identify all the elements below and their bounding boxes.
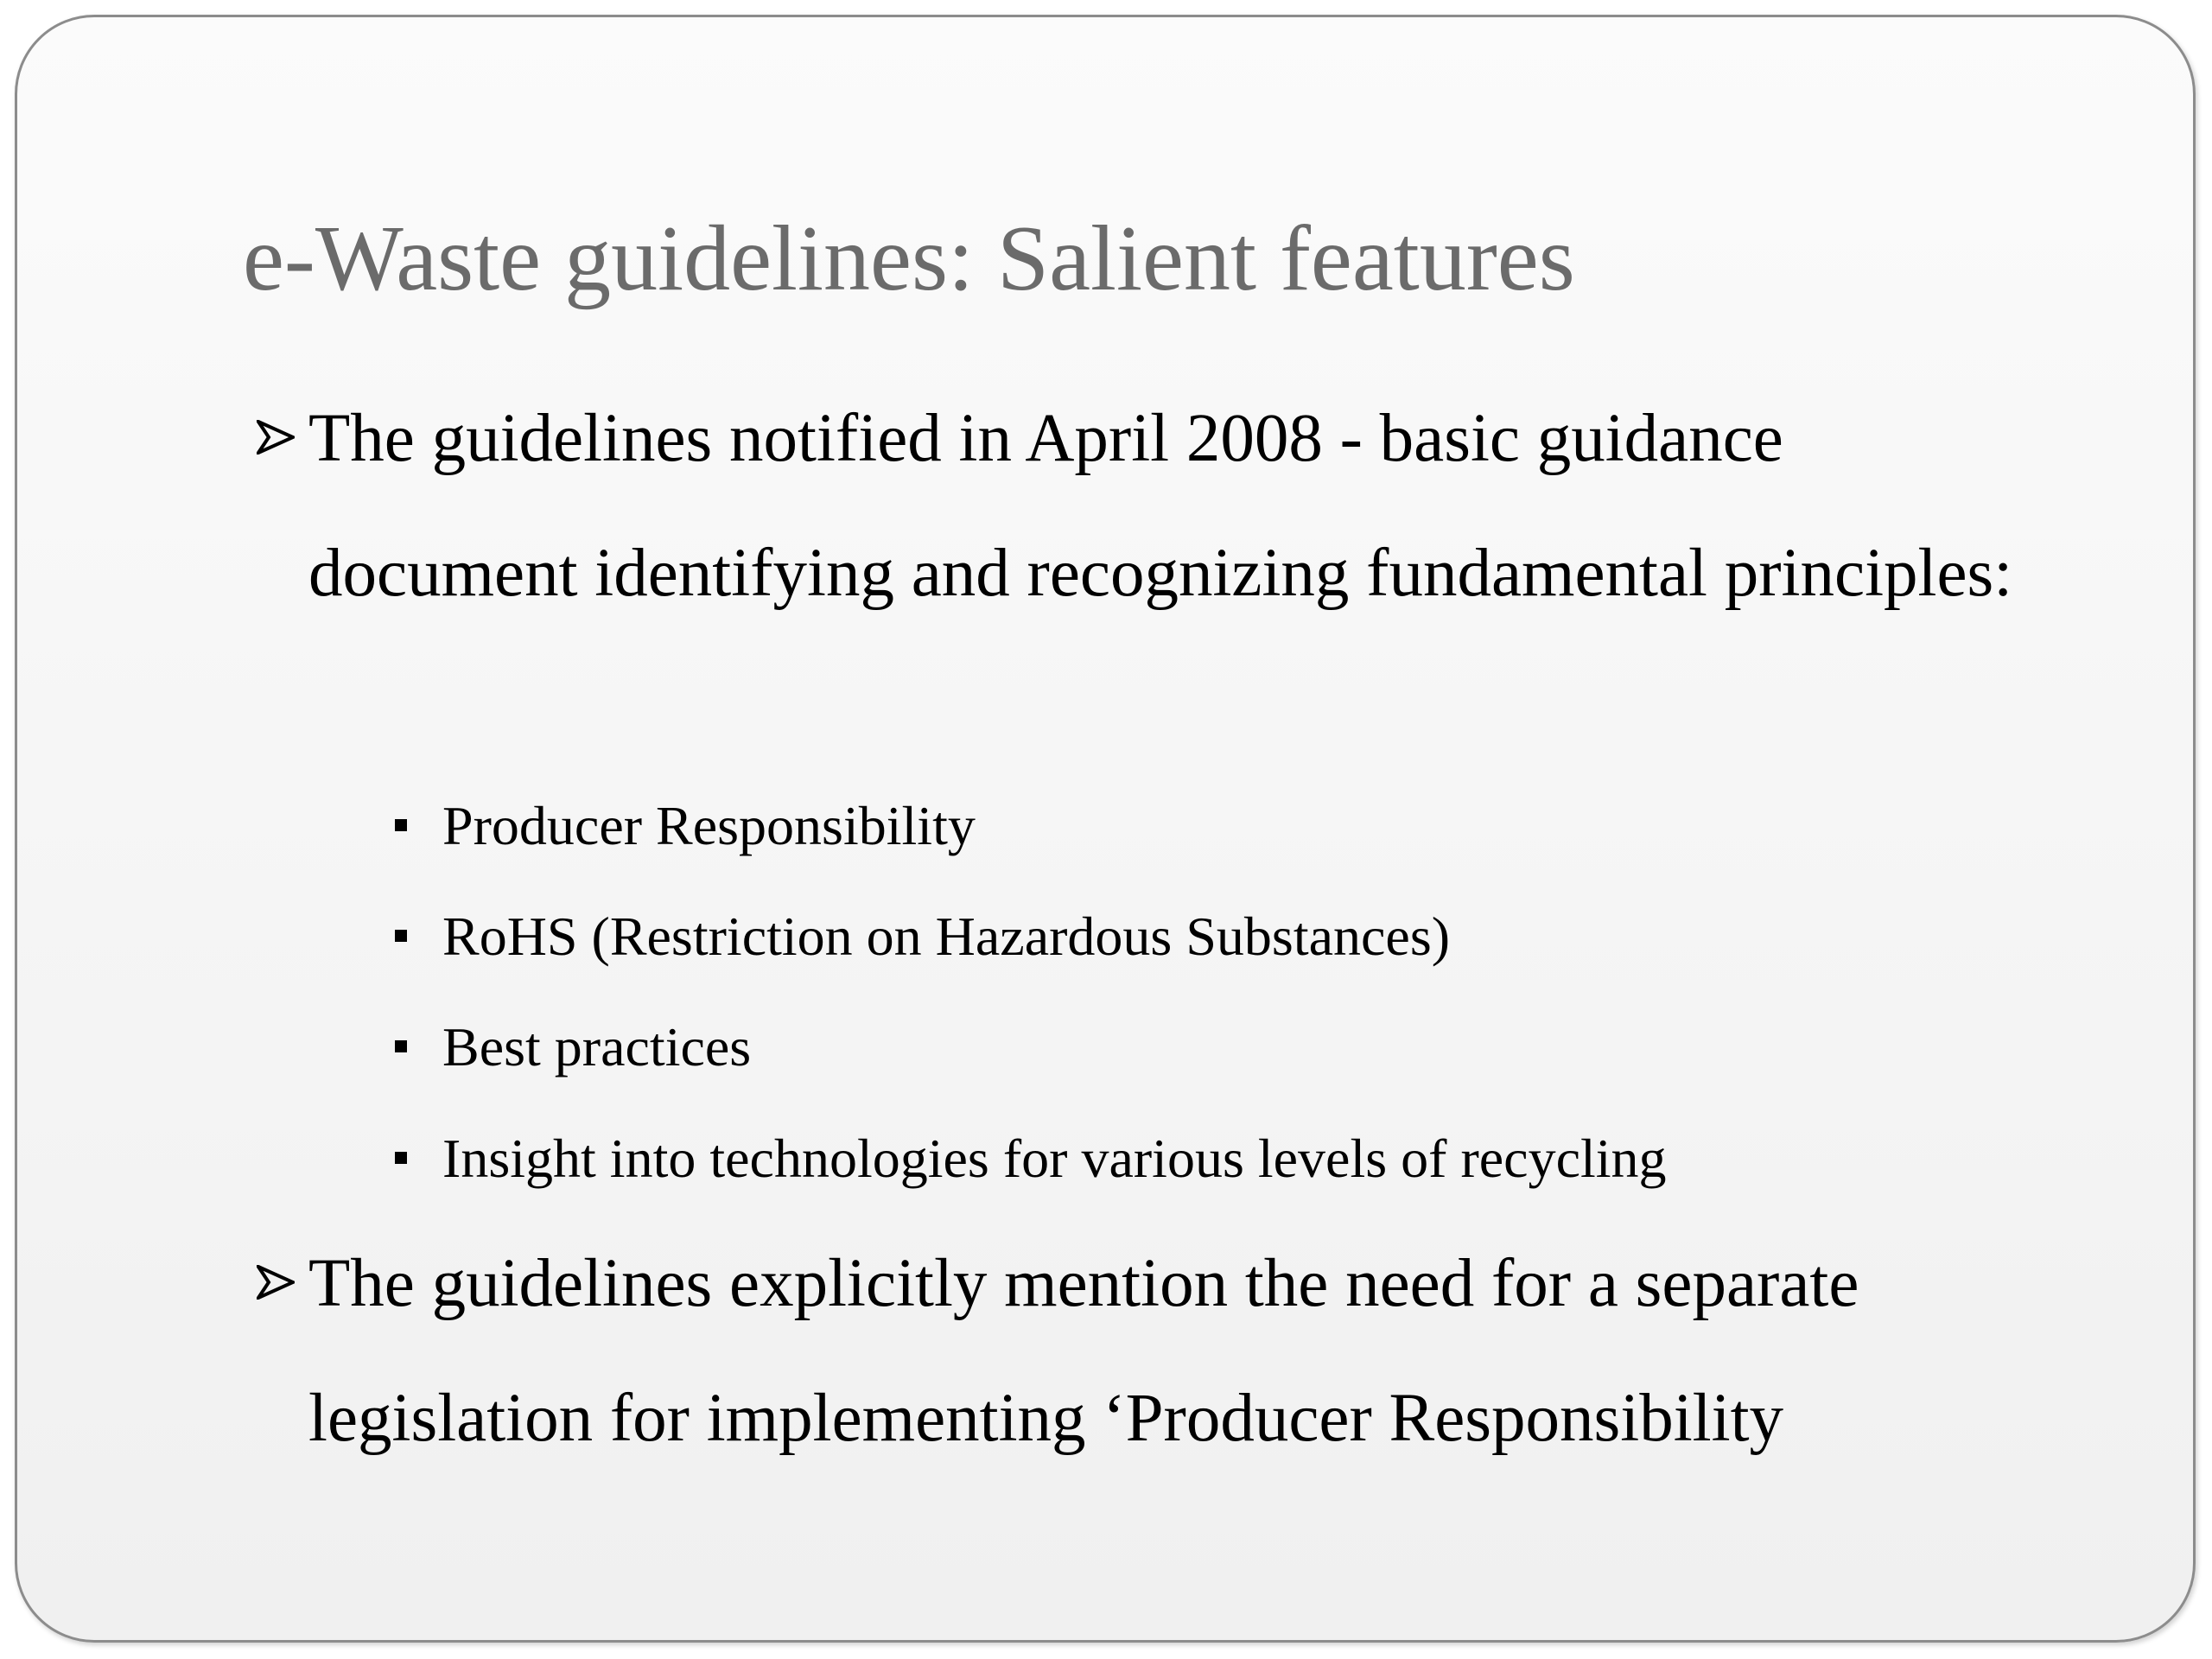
arrow-bullet-icon [257,1217,300,1351]
square-bullet-icon [395,819,407,831]
sub-bullet-4 [442,1103,2084,1214]
sub-bullet-1 [442,771,2084,881]
sub-bullet-3 [442,992,2084,1103]
bullet-point-2 [308,1217,2063,1486]
bullet-point-1 [308,372,2063,641]
sub-bullet-text: Insight into technologies for various levels of recycling [442,1128,1667,1189]
square-bullet-icon [395,930,407,942]
sub-bullet-text: Best practices [442,1016,752,1077]
sub-bullet-2 [442,881,2084,992]
sub-bullet-text: RoHS (Restriction on Hazardous Substances) [442,906,1451,967]
bullet-point-text: The guidelines notified in April 2008 - basic guidance document identifying and recognizing fundamental principles: [308,401,2013,611]
bullet-point-text: The guidelines explicitly mention the need for a separate legislation for implementing ‘Producer Responsibility [308,1246,1859,1456]
sub-bullet-text: Producer Responsibility [442,795,976,856]
square-bullet-icon [395,1152,407,1164]
arrow-bullet-icon [257,372,300,506]
square-bullet-icon [395,1040,407,1052]
slide-title: e-Waste guidelines: Salient features [243,207,1575,310]
